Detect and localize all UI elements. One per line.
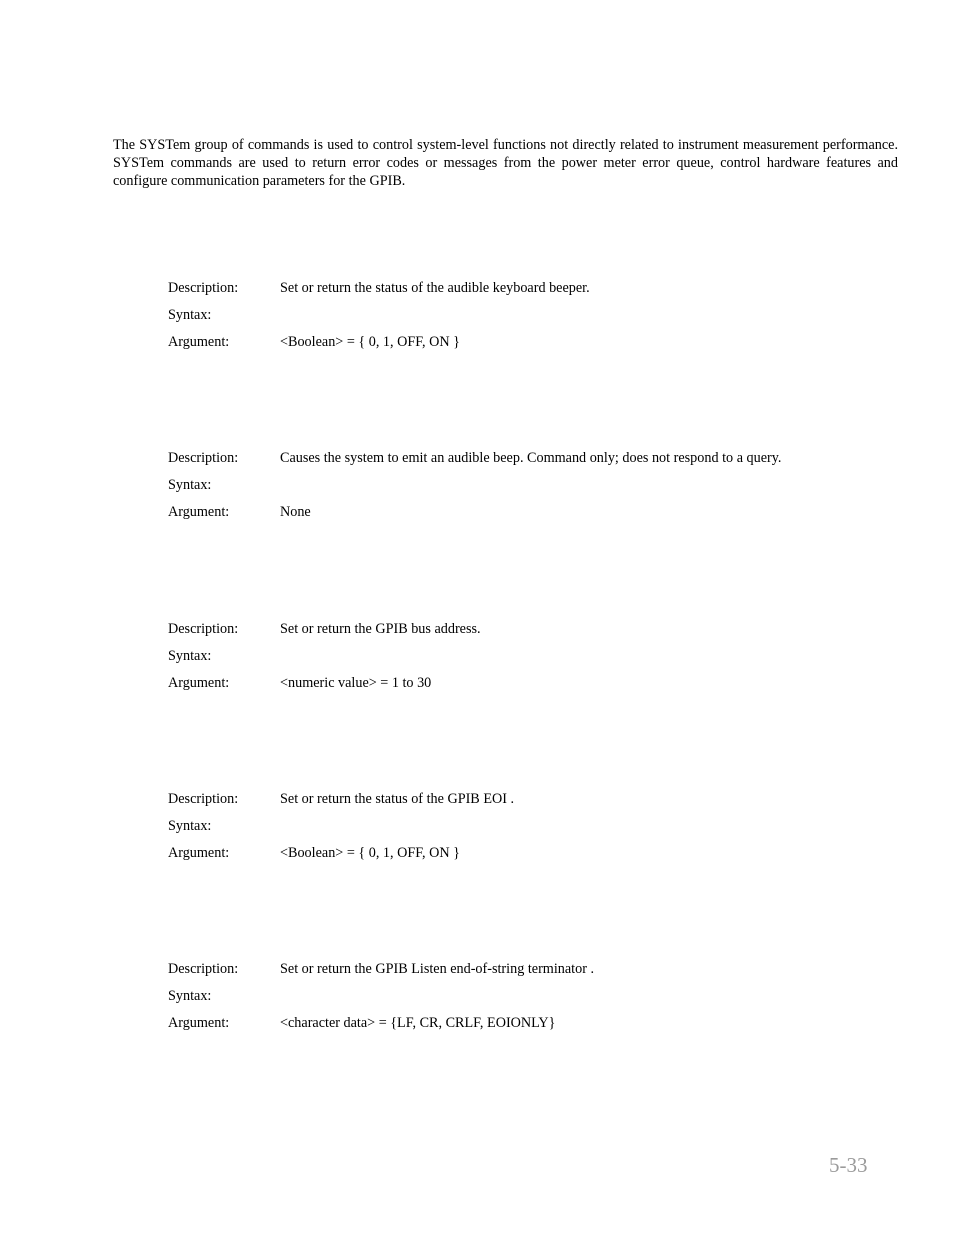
description-label: Description: bbox=[168, 621, 239, 637]
description-row bbox=[168, 449, 888, 476]
description-label: Description: bbox=[168, 280, 239, 296]
argument-text: <Boolean> = { 0, 1, OFF, ON } bbox=[280, 845, 460, 861]
syntax-row bbox=[168, 987, 888, 1014]
command-entry bbox=[168, 620, 888, 701]
description-text: Set or return the GPIB bus address. bbox=[280, 621, 481, 637]
argument-row bbox=[168, 1014, 888, 1041]
syntax-label: Syntax: bbox=[168, 818, 212, 834]
argument-text: None bbox=[280, 504, 311, 520]
description-label: Description: bbox=[168, 450, 239, 466]
argument-text: <numeric value> = 1 to 30 bbox=[280, 675, 432, 691]
argument-label: Argument: bbox=[168, 675, 230, 691]
argument-label: Argument: bbox=[168, 845, 230, 861]
argument-label: Argument: bbox=[168, 1015, 230, 1031]
syntax-row bbox=[168, 476, 888, 503]
description-label: Description: bbox=[168, 791, 239, 807]
syntax-row bbox=[168, 306, 888, 333]
description-row bbox=[168, 620, 888, 647]
syntax-label: Syntax: bbox=[168, 988, 212, 1004]
argument-text: <Boolean> = { 0, 1, OFF, ON } bbox=[280, 334, 460, 350]
argument-row bbox=[168, 844, 888, 871]
argument-row bbox=[168, 674, 888, 701]
description-text: Set or return the status of the audible keyboard beeper. bbox=[280, 280, 590, 296]
argument-row bbox=[168, 333, 888, 360]
command-entry bbox=[168, 279, 888, 360]
syntax-row bbox=[168, 647, 888, 674]
page-number: 5-33 bbox=[829, 1153, 868, 1177]
command-entry bbox=[168, 449, 888, 530]
syntax-label: Syntax: bbox=[168, 477, 212, 493]
syntax-label: Syntax: bbox=[168, 307, 212, 323]
description-text: Set or return the GPIB Listen end-of-string terminator . bbox=[280, 961, 595, 977]
description-label: Description: bbox=[168, 961, 239, 977]
intro-paragraph: The SYSTem group of commands is used to control system-level functions not directly related to instrument measurement performance. SYSTem commands are used to return error codes or messages from the power meter error queue, control hardware features and configure communication parameters for the GPIB. bbox=[113, 137, 898, 189]
syntax-label: Syntax: bbox=[168, 648, 212, 664]
argument-label: Argument: bbox=[168, 504, 230, 520]
description-text: Causes the system to emit an audible beep. Command only; does not respond to a query. bbox=[280, 450, 782, 466]
argument-text: <character data> = {LF, CR, CRLF, EOIONLY} bbox=[280, 1015, 556, 1031]
argument-row bbox=[168, 503, 888, 530]
description-row bbox=[168, 790, 888, 817]
description-row bbox=[168, 279, 888, 306]
syntax-row bbox=[168, 817, 888, 844]
description-row bbox=[168, 960, 888, 987]
description-text: Set or return the status of the GPIB EOI . bbox=[280, 791, 515, 807]
argument-label: Argument: bbox=[168, 334, 230, 350]
command-entry bbox=[168, 790, 888, 871]
command-entry bbox=[168, 960, 888, 1041]
